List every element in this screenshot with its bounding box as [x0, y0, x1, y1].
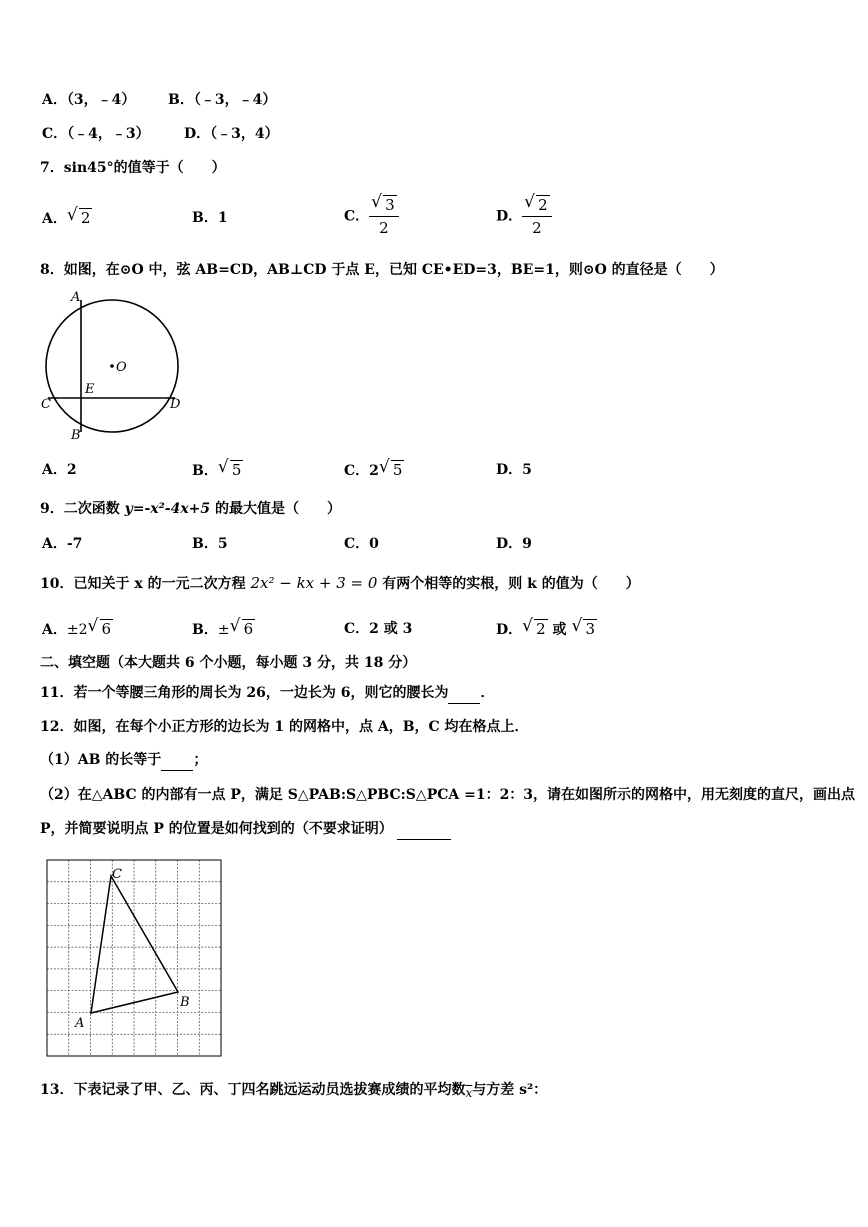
label-c: C: [41, 397, 51, 412]
q8-option-a: A．2: [42, 462, 77, 478]
q8-stem: 8．如图，在⊙O 中，弦 AB=CD，AB⊥CD 于点 E，已知 CE•ED=3，BE=1，则⊙O 的直径是（ ）: [40, 262, 724, 278]
q8-option-c: C．2 √ 5: [344, 457, 403, 479]
q10-option-c: C．2 或 3: [344, 621, 413, 637]
q12-stem: 12．如图，在每个小正方形的边长为 1 的网格中，点 A，B，C 均在格点上．: [40, 719, 529, 735]
grid-label-b: B: [180, 995, 190, 1010]
q8-circle-figure: [36, 286, 186, 446]
label-a: A: [71, 290, 81, 305]
q8-option-d: D．5: [496, 462, 532, 478]
q9-option-c: C．0: [344, 536, 379, 552]
q8-option-b: B． √ 5: [192, 457, 242, 479]
q7-option-a: A． √ 2: [42, 205, 91, 227]
label-e: E: [85, 382, 95, 397]
q7-option-c: C． √ 3 2: [344, 196, 399, 237]
q11-stem: 11．若一个等腰三角形的周长为 26，一边长为 6，则它的腰长为 ．: [40, 683, 494, 704]
q10-option-a: A．±2 √ 6: [42, 616, 112, 638]
grid-label-c: C: [112, 867, 122, 882]
q13-stem: 13．下表记录了甲、乙、丙、丁四名跳远运动员选拔赛成绩的平均数$\overline{x}$与方差 s²：: [40, 1082, 548, 1100]
q6-option-c: C．（﹣4，﹣3）: [42, 126, 150, 142]
q12-grid-figure: [46, 859, 224, 1059]
label-d: D: [170, 397, 181, 412]
label-b: B: [71, 428, 81, 443]
q12-part2-line2: P，并简要说明点 P 的位置是如何找到的（不要求证明）: [40, 819, 451, 840]
q9-option-d: D．9: [496, 536, 532, 552]
q12-part2-line1: （2）在△ABC 的内部有一点 P，满足 S△PAB:S△PBC:S△PCA =1：2：3，请在如图所示的网格中，用无刻度的直尺，画出点: [40, 787, 856, 803]
q7-option-d: D． √ 2 2: [496, 196, 552, 237]
q12-part1: （1）AB 的长等于 ；: [40, 750, 207, 771]
q9-stem: 9．二次函数 y=-x²-4x+5 的最大值是（ ）: [40, 501, 342, 517]
q10-option-b: B．± √ 6: [192, 616, 254, 638]
triangle-abc: [91, 876, 178, 1013]
q10-stem: 10．已知关于 x 的一元二次方程 2x² − kx + 3 = 0 有两个相等的实根，则 k 的值为（ ）: [40, 574, 640, 592]
q6-option-b: B．（﹣3，﹣4）: [168, 92, 277, 108]
q6-option-d: D．（﹣3，4）: [184, 126, 279, 142]
q7-stem: 7．sin45°的值等于（ ）: [40, 160, 226, 176]
center-point: [110, 364, 114, 368]
q10-option-d: D． √ 2 或 √ 3: [496, 616, 595, 638]
q6-option-a: A．（3，﹣4）: [42, 92, 136, 108]
q7-option-b: B．1: [192, 210, 228, 226]
q9-option-a: A．-7: [42, 536, 83, 552]
grid-label-a: A: [75, 1016, 85, 1031]
q9-option-b: B．5: [192, 536, 228, 552]
section-2-heading: 二、填空题（本大题共 6 个小题，每小题 3 分，共 18 分）: [40, 655, 417, 671]
label-o: O: [116, 360, 127, 375]
